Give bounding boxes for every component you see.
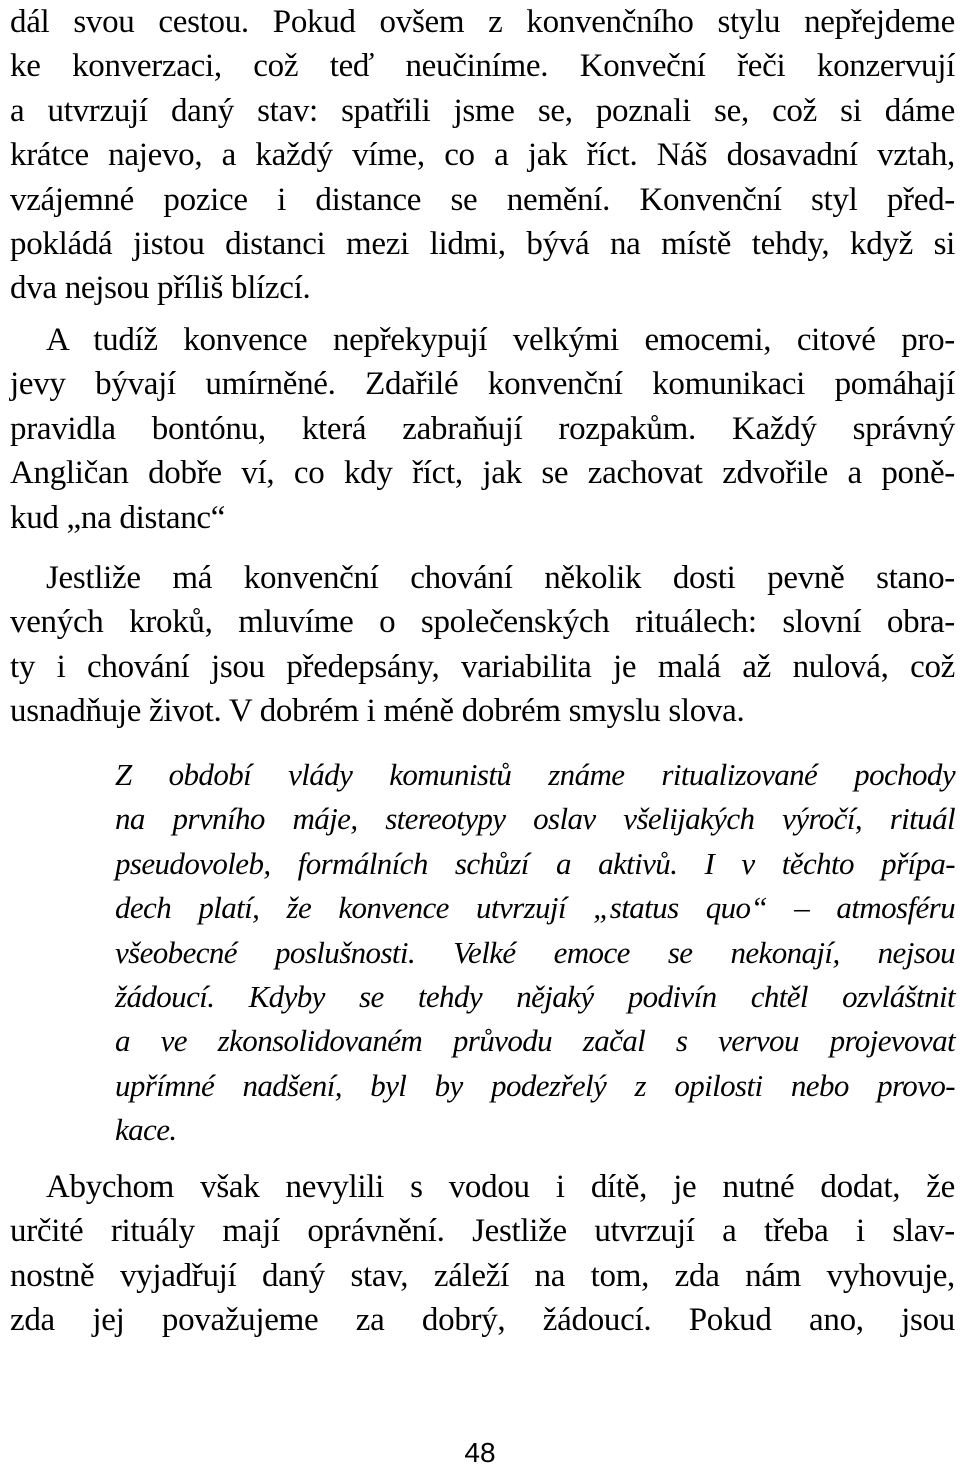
text-line: ke konverzaci, což teď neučiníme. Konveční řeči konzervují	[10, 48, 955, 85]
italic-excerpt	[115, 753, 955, 1153]
page-number: 48	[464, 1437, 496, 1468]
text-line: upřímné nadšení, byl by podezřelý z opilosti nebo provo-	[115, 1067, 955, 1103]
text-line: na prvního máje, stereotypy oslav všelijakých výročí, rituál	[115, 801, 955, 837]
text-line: Z období vlády komunistů známe ritualizované pochody	[115, 757, 955, 792]
text-line: Angličan dobře ví, co kdy říct, jak se zachovat zdvořile a poně-	[10, 455, 955, 492]
text-line: všeobecné poslušnosti. Velké emoce se nekonají, nejsou	[115, 934, 955, 970]
text-line: pravidla bontónu, která zabraňují rozpakům. Každý správný	[10, 410, 955, 447]
text-line: vených kroků, mluvíme o společenských rituálech: slovní obra-	[10, 604, 955, 641]
paragraph-1	[10, 0, 955, 311]
text-line: kud „na distanc“	[10, 499, 226, 536]
text-line: dech platí, že konvence utvrzují „status quo“ – atmosféru	[115, 890, 955, 926]
paragraph-5	[10, 1165, 955, 1343]
text-line: Jestliže má konvenční chování několik dosti pevně stano-	[46, 560, 955, 596]
text-line: krátce najevo, a každý víme, co a jak říct. Náš dosavadní vztah,	[10, 137, 955, 174]
text-line: usnadňuje život. V dobrém i méně dobrém smyslu slova.	[10, 693, 745, 730]
text-line: vzájemné pozice i distance se nemění. Konvenční styl před-	[10, 181, 955, 218]
paragraph-2	[10, 318, 955, 540]
text-line: dva nejsou příliš blízcí.	[10, 270, 311, 307]
text-line: žádoucí. Kdyby se tehdy nějaký podivín chtěl ozvláštnit	[115, 979, 955, 1015]
text-line: Abychom však nevylili s vodou i dítě, je nutné dodat, že	[46, 1169, 955, 1205]
text-line: pseudovoleb, formálních schůzí a aktivů. I v těchto přípa-	[115, 845, 955, 881]
text-line: nostně vyjadřují daný stav, záleží na tom, zda nám vyhovuje,	[10, 1257, 955, 1294]
text-line: a utvrzují daný stav: spatřili jsme se, poznali se, což si dáme	[10, 92, 955, 129]
text-line: pokládá jistou distanci mezi lidmi, bývá na místě tehdy, když si	[10, 226, 955, 263]
text-line: A tudíž konvence nepřekypují velkými emocemi, citové pro-	[46, 322, 955, 358]
text-line: určité rituály mají oprávnění. Jestliže utvrzují a třeba i slav-	[10, 1213, 955, 1250]
text-line: jevy bývají umírněné. Zdařilé konvenční komunikaci pomáhají	[10, 366, 955, 403]
text-line: dál svou cestou. Pokud ovšem z konvenčního stylu nepřejdeme	[10, 4, 955, 40]
paragraph-3	[10, 556, 955, 734]
text-line: kace.	[115, 1112, 177, 1148]
text-line: ty i chování jsou předepsány, variabilita je malá až nulová, což	[10, 648, 955, 685]
text-line: zda jej považujeme za dobrý, žádoucí. Pokud ano, jsou	[10, 1302, 955, 1339]
text-line: a ve zkonsolidovaném průvodu začal s vervou projevovat	[115, 1023, 955, 1059]
